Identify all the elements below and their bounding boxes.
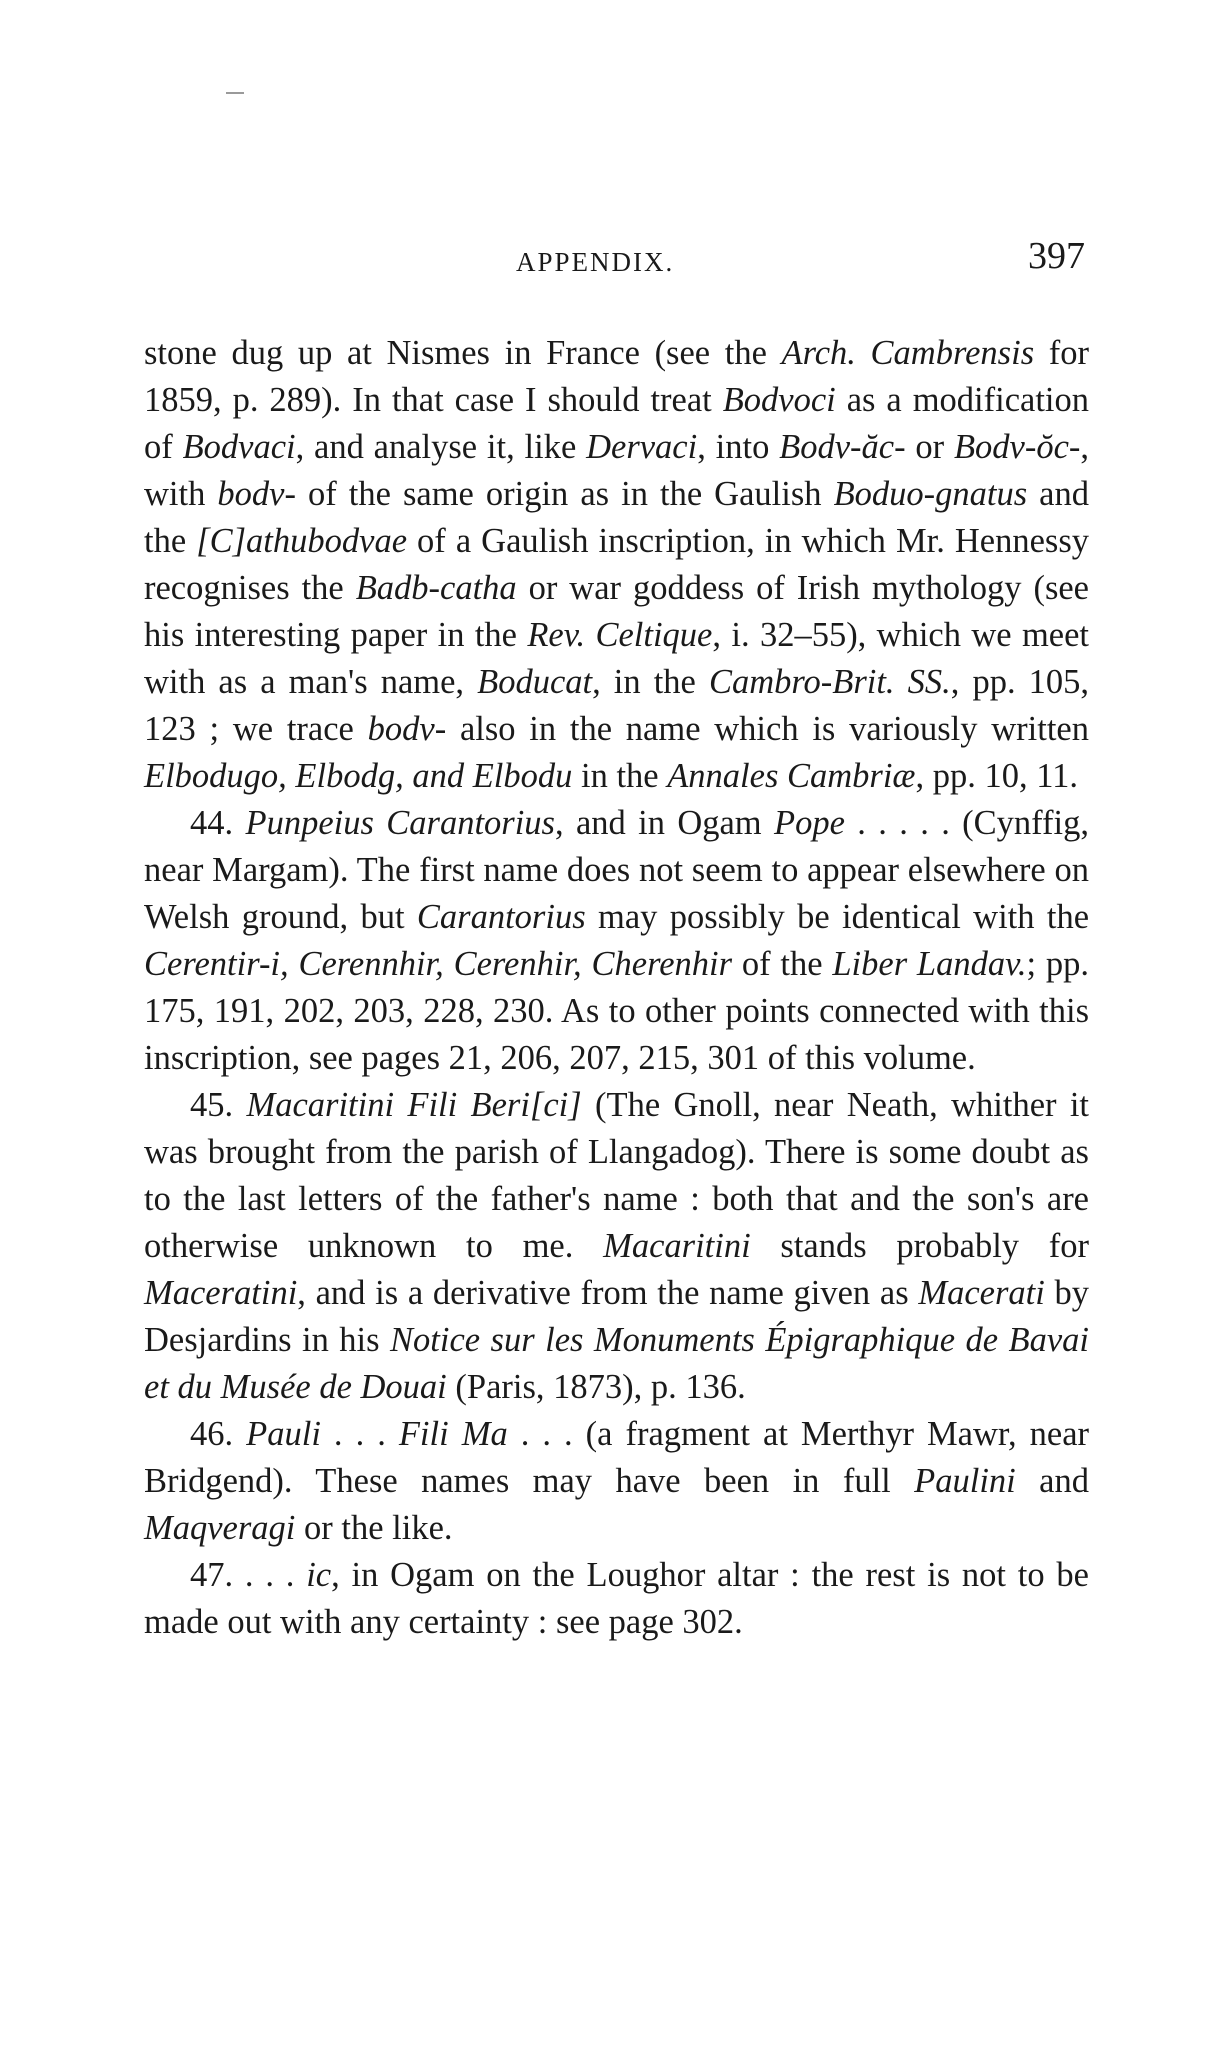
italic-run: Paulini [914,1462,1016,1500]
text-run: may possibly be identical with the [585,898,1090,936]
italic-run: Rev. Celtique [527,616,713,654]
italic-run: Bodvoci [722,381,836,419]
text-run: in the [572,757,668,795]
text-run: 47. . . . [190,1556,307,1594]
italic-run: Cerentir-i, Cerennhir, Cerenhir, Cherenhir [144,945,733,983]
paragraph-45 [144,1082,1089,1411]
italic-run: Macaritini Fili Beri[ci] [246,1086,582,1124]
italic-run: Maceratini [144,1274,298,1312]
text-run: of a Gaulish inscription, in which Mr. Hennessy recognises the [144,522,1089,607]
italic-run: Pope [774,804,845,842]
text-run: , and analyse it, like [295,428,587,466]
text-run: (Paris, 1873), p. 136. [446,1368,746,1406]
text-run: , and is a derivative from the name given as [297,1274,919,1312]
text-run: of the same origin as in the Gaulish [295,475,834,513]
text-run: 46. [190,1415,247,1453]
text-run: and the [144,475,1089,560]
italic-run: Liber Landav. [832,945,1027,983]
italic-run: [C]athubodvae [196,522,408,560]
paragraph-46 [144,1411,1089,1552]
italic-run: Elbodugo, Elbodg, and Elbodu [144,757,573,795]
text-run: . . . (a fragment at Merthyr Mawr, near Bridgend). These names may have been in full [144,1415,1090,1500]
italic-run: bodv- [367,710,447,748]
italic-run: bodv- [217,475,296,513]
text-run: 45. [190,1086,247,1124]
italic-run: Maqveragi [144,1509,296,1547]
italic-run: Punpeius Carantorius [245,804,555,842]
paragraph-43-continued [144,330,1089,800]
italic-run: Carantorius [416,898,586,936]
body-text [144,330,1089,1646]
italic-run: Cambro-Brit. SS. [708,663,951,701]
page-number: 397 [1028,235,1085,277]
italic-run: Fili Ma [398,1415,508,1453]
text-run: by Desjardins in his [144,1274,1089,1359]
text-run: (The Gnoll, near Neath, whither it was brought from the parish of Llangadog). There is some doubt as to the last letters of the father's name : both that and the son's are otherwise unknown to me. [144,1086,1090,1265]
text-run: , with [144,428,1090,513]
text-run: , and in Ogam [554,804,774,842]
paragraph-44 [144,800,1089,1082]
text-run: , i. 32–55), which we meet with as a man's name, [144,616,1089,701]
text-run: , into [697,428,780,466]
paragraph-47 [144,1552,1089,1646]
italic-run: Pauli [246,1415,321,1453]
text-run: , pp. 10, 11. [915,757,1079,795]
text-run: stone dug up at Nismes in France (see the [144,334,782,372]
text-run: 44. [190,804,246,842]
text-run: , pp. 105, 123 ; we trace [144,663,1090,748]
italic-run: Macaritini [603,1227,751,1265]
italic-run: Bodv-ăc- [779,428,906,466]
italic-run: Notice sur les Monuments Épigraphique de Bavai et du Musée de Douai [144,1321,1089,1406]
text-run: or war goddess of Irish mythology (see his interesting paper in the [144,569,1089,654]
italic-run: Arch. Cambrensis [781,334,1035,372]
text-run: or [905,428,954,466]
text-run: , in Ogam on the Loughor altar : the rest is not to be made out with any certainty : see page 302. [144,1556,1089,1641]
text-run: and [1015,1462,1089,1500]
text-run: also in the name which is variously written [446,710,1089,748]
text-run: , in the [592,663,709,701]
text-run: ; pp. 175, 191, 202, 203, 228, 230. As to other points connected with this inscription, see pages 21, 206, 207, 215, 301 of this volume. [144,945,1090,1077]
italic-run: Badb-catha [355,569,517,607]
italic-run: Dervaci [586,428,698,466]
italic-run: ic [306,1556,332,1594]
text-run: for 1859, p. 289). In that case I should treat [144,334,1089,419]
text-run: . . . [320,1415,399,1453]
italic-run: Bodvaci [182,428,296,466]
text-run: as a modification of [144,381,1089,466]
italic-run: Boducat [477,663,593,701]
italic-run: Bodv-ŏc- [953,428,1081,466]
italic-run: Annales Cambriæ [667,757,916,795]
italic-run: Macerati [918,1274,1045,1312]
italic-run: Boduo-gnatus [833,475,1028,513]
text-run: stands probably for [750,1227,1089,1265]
page-mark [226,92,244,94]
text-run: or the like. [295,1509,453,1547]
text-run: . . . . . (Cynffig, near Margam). The first name does not seem to appear elsewhere on Welsh ground, but [144,804,1089,936]
running-head: APPENDIX. [516,247,675,277]
text-run: of the [732,945,833,983]
